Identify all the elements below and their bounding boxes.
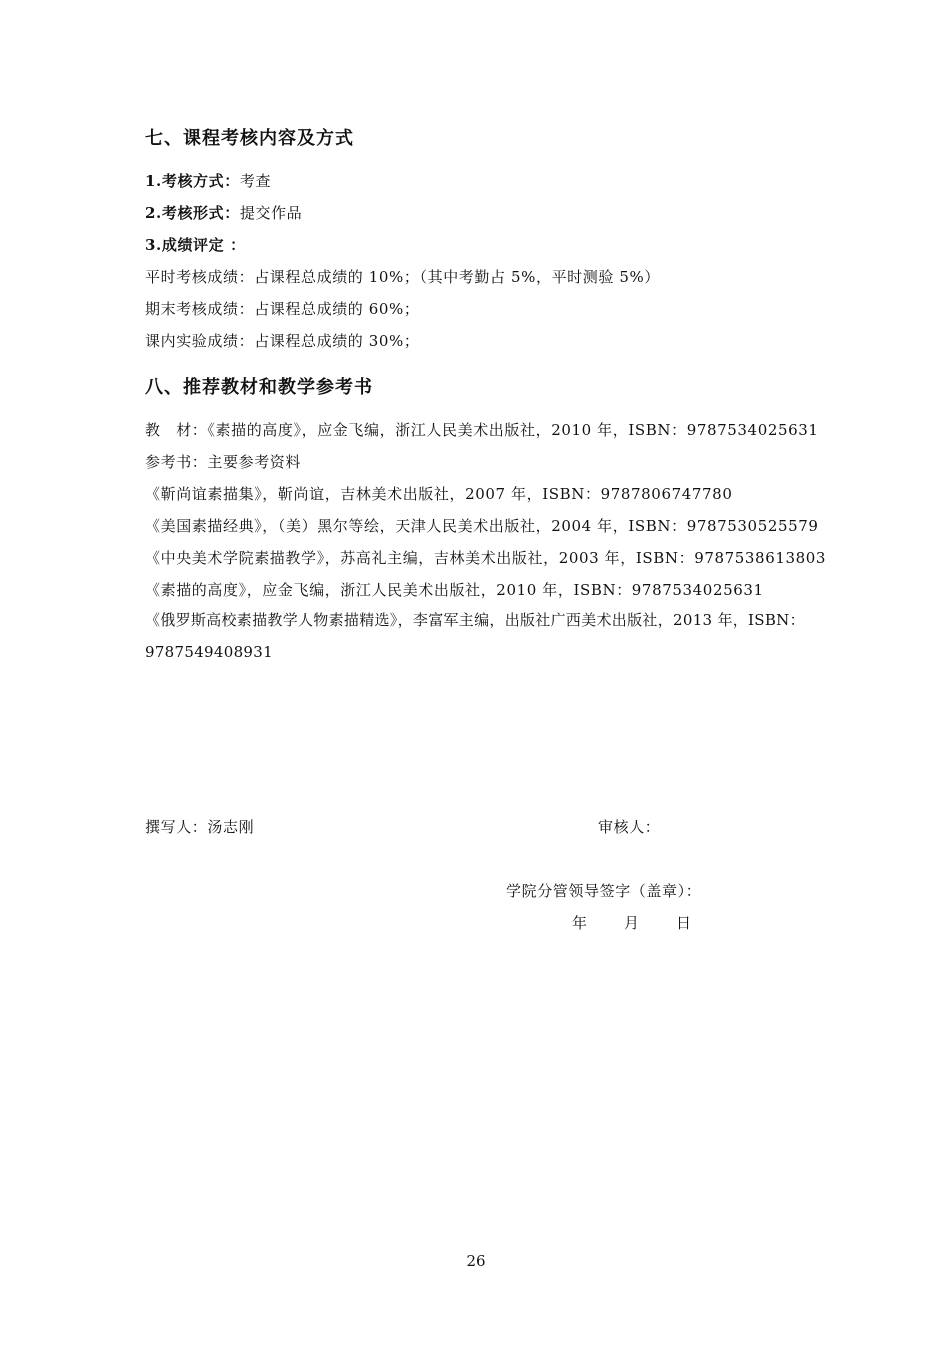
textbook-line: 教 材：《素描的高度》，应金飞编，浙江人民美术出版社，2010 年，ISBN：9787534025631 [145, 421, 819, 439]
assessment-form [145, 202, 302, 223]
assessment-form-label: 2.考核形式 [145, 204, 225, 222]
grade-line-final: 期末考核成绩：占课程总成绩的 60%； [145, 300, 420, 318]
reference-title: 参考书：主要参考资料 [145, 453, 302, 471]
date-day: 日 [676, 914, 692, 932]
reference-item: 《中央美术学院素描教学》，苏高礼主编，吉林美术出版社，2003 年，ISBN：9787538613803 [145, 549, 827, 567]
page-number: 26 [466, 1252, 486, 1270]
signature-date [572, 912, 692, 933]
reference-item: 《素描的高度》，应金飞编，浙江人民美术出版社，2010 年，ISBN：9787534025631 [145, 581, 764, 599]
section-7-heading: 七、课程考核内容及方式 [145, 128, 354, 149]
grade-evaluation-label: 3.成绩评定 [145, 236, 225, 254]
grade-line-regular: 平时考核成绩：占课程总成绩的 10%；（其中考勤占 5%，平时测验 5%） [145, 268, 660, 286]
author-signature: 撰写人：汤志刚 [145, 818, 255, 836]
assessment-method-label: 1.考核方式 [145, 172, 225, 190]
reference-item: 《俄罗斯高校素描教学人物素描精选》，李富军主编，出版社广西美术出版社，2013 年，ISBN：9787549408931 [145, 611, 805, 661]
leader-signature: 学院分管领导签字（盖章）： [506, 882, 702, 900]
assessment-form-value: 提交作品 [239, 204, 303, 222]
grade-line-lab: 课内实验成绩：占课程总成绩的 30%； [145, 332, 420, 350]
assessment-method-sep: ： [224, 172, 240, 190]
date-month: 月 [624, 914, 640, 932]
section-8-heading: 八、推荐教材和教学参考书 [145, 377, 373, 398]
reference-item: 《靳尚谊素描集》，靳尚谊，吉林美术出版社，2007 年，ISBN：9787806747780 [145, 485, 733, 503]
reference-item: 《美国素描经典》，（美）黑尔等绘，天津人民美术出版社，2004 年，ISBN：9787530525579 [145, 517, 819, 535]
assessment-method [145, 170, 271, 191]
assessment-form-sep: ： [224, 204, 240, 222]
reviewer-signature: 审核人： [598, 818, 661, 836]
grade-evaluation-sep: ： [224, 236, 246, 254]
assessment-method-value: 考查 [239, 172, 272, 190]
grade-evaluation [145, 234, 246, 255]
date-year: 年 [572, 914, 588, 932]
